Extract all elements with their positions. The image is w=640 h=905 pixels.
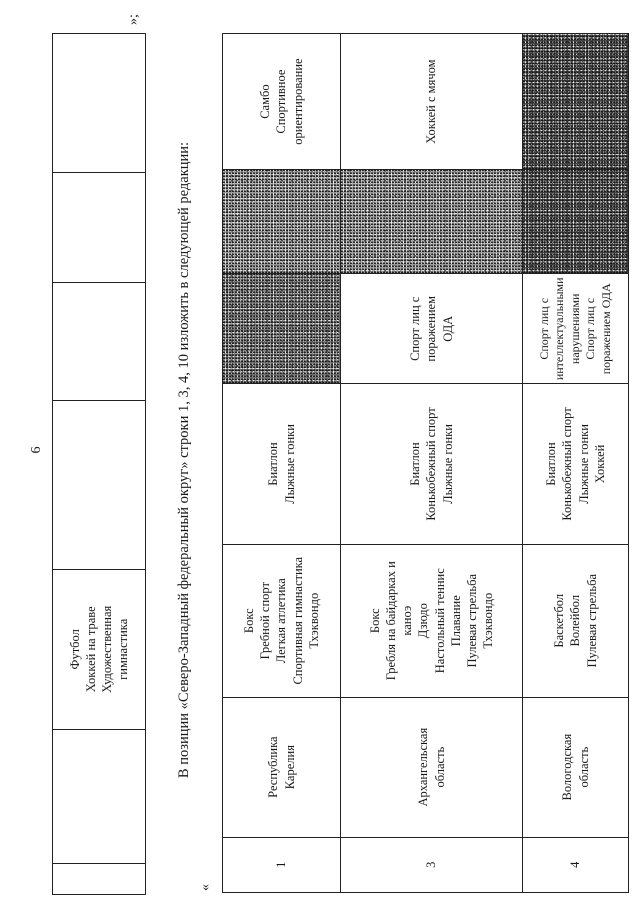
row-num: 1 [274, 861, 289, 868]
top-cell-winter [53, 400, 146, 569]
shaded-cell [523, 34, 629, 170]
table-row [223, 34, 341, 893]
sport-item: Лыжные гонки [440, 424, 455, 504]
shaded-cell [341, 170, 523, 274]
sport-item: Бокс [367, 608, 382, 634]
sport-item: Гребля на байдарках и каноэ [383, 561, 414, 681]
sport-item: Пулевая стрельба [584, 573, 599, 668]
top-cell-summer [53, 570, 146, 730]
sport-item: Дзюдо [416, 603, 431, 639]
sport-item: Плавание [448, 595, 463, 647]
sport-item: Спорт лиц с поражением ОДА [408, 296, 455, 362]
summer-sports [223, 545, 340, 697]
sport-item: Спорт лиц с интеллектуальными нарушениями [536, 277, 582, 381]
sport-item: Конькобежный спорт [424, 407, 439, 521]
top-sport-3: Художественная гимнастика [100, 605, 131, 693]
sport-item: Тхэквондо [306, 592, 321, 649]
winter-sports [341, 384, 522, 544]
sport-item: Биатлон [544, 442, 558, 486]
other-sports [341, 34, 522, 169]
sport-item: Биатлон [266, 442, 281, 486]
winter-sports [223, 384, 340, 544]
sport-item: Настольный теннис [432, 568, 447, 674]
disabled-sports [523, 274, 628, 383]
top-cell-region [53, 729, 146, 864]
sport-item: Лыжные гонки [282, 424, 297, 504]
top-sport-1: Футбол [67, 629, 82, 670]
sport-item: Бокс [241, 608, 256, 634]
row-num: 4 [568, 861, 583, 868]
sport-item: Спортивная гимнастика [290, 556, 305, 685]
region-name: Республика Карелия [266, 736, 297, 798]
sport-item: Спортивное ориентирование [274, 58, 305, 145]
sport-item: Хоккей [592, 444, 607, 484]
top-cell-num [53, 864, 146, 895]
table-row [523, 34, 629, 893]
sport-item: Самбо [258, 84, 273, 119]
sport-item: Баскетбол [552, 593, 567, 648]
sport-item: Хоккей с мячом [424, 59, 439, 144]
sport-item: Гребной спорт [258, 582, 273, 660]
sport-item: Спорт лиц с поражением ОДА [583, 283, 613, 375]
table-row [341, 34, 523, 893]
sport-item: Конькобежный спорт [560, 407, 575, 521]
disabled-sports [341, 274, 522, 383]
summer-sports [341, 545, 522, 697]
top-cell-extra [53, 172, 146, 282]
sport-item: Тхэквондо [481, 592, 496, 649]
top-sport-2: Хоккей на траве [83, 606, 98, 693]
open-quote: « [198, 884, 213, 891]
sport-item: Волейбол [568, 594, 583, 647]
top-table-fragment [52, 33, 146, 895]
sport-item: Пулевая стрельба [465, 573, 479, 668]
region-name: Архангельская область [416, 727, 447, 807]
top-cell-disabled [53, 282, 146, 400]
instruction-text: В позиции «Северо-Западный федеральный округ» строки 1, 3, 4, 10 изложить в следующей редакции: [176, 141, 192, 779]
sport-item: Легкая атлетика [274, 578, 289, 664]
shaded-cell [223, 170, 341, 274]
sport-item: Лыжные гонки [576, 424, 591, 504]
row-num: 3 [424, 861, 439, 868]
summer-sports [523, 545, 628, 697]
shaded-cell [523, 170, 629, 274]
other-sports [223, 34, 340, 169]
end-quote: »; [126, 14, 141, 25]
shaded-cell [223, 274, 341, 384]
winter-sports [523, 384, 628, 544]
top-cell-other [53, 34, 146, 173]
sport-item: Биатлон [408, 442, 423, 486]
page-number: 6 [29, 446, 44, 454]
regions-table [222, 33, 629, 893]
region-name: Вологодская область [560, 733, 591, 801]
